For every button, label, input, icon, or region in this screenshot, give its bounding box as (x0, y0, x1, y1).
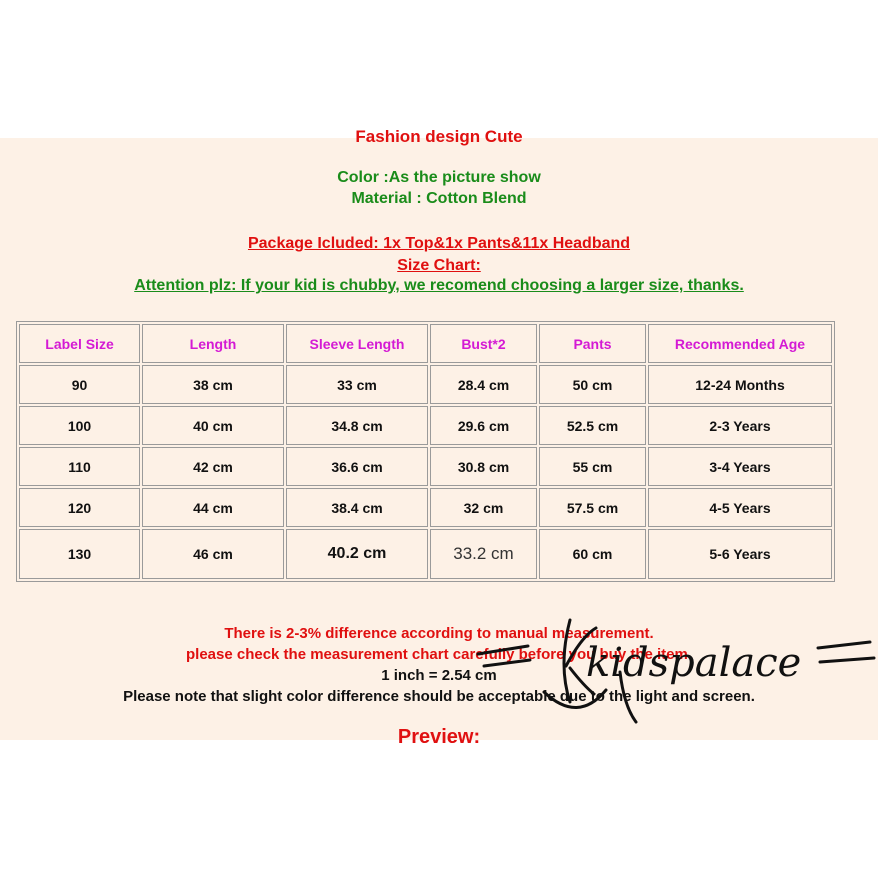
watermark-text: kidspalace (586, 640, 802, 686)
header-label-size: Label Size (19, 324, 140, 363)
table-cell: 32 cm (430, 488, 537, 527)
table-cell: 55 cm (539, 447, 646, 486)
table-cell: 42 cm (142, 447, 284, 486)
table-cell: 90 (19, 365, 140, 404)
size-chart-table (16, 321, 835, 582)
difference-note: There is 2-3% difference according to manual measurement. (224, 625, 654, 642)
attention-line: Attention plz: If your kid is chubby, we recomend choosing a larger size, thanks. (134, 277, 744, 294)
color-line: Color :As the picture show (337, 169, 541, 186)
table-cell: 60 cm (539, 529, 646, 579)
table-row (19, 529, 832, 579)
table-cell: 40.2 cm (286, 529, 428, 579)
header-length: Length (142, 324, 284, 363)
table-header-row (19, 324, 832, 363)
table-cell: 120 (19, 488, 140, 527)
table-cell: 57.5 cm (539, 488, 646, 527)
check-note: please check the measurement chart carefully before you buy the item. (185, 646, 692, 663)
kidspalace-watermark-logo (474, 606, 878, 728)
table-cell: 100 (19, 406, 140, 445)
table-cell: 34.8 cm (286, 406, 428, 445)
table-cell: 40 cm (142, 406, 284, 445)
table-cell: 44 cm (142, 488, 284, 527)
table-cell: 38.4 cm (286, 488, 428, 527)
table-cell: 38 cm (142, 365, 284, 404)
table-row (19, 406, 832, 445)
table-cell: 33 cm (286, 365, 428, 404)
table-row (19, 365, 832, 404)
table-cell: 5-6 Years (648, 529, 832, 579)
table-cell: 130 (19, 529, 140, 579)
table-cell: 33.2 cm (430, 529, 537, 579)
table-cell: 4-5 Years (648, 488, 832, 527)
table-cell: 3-4 Years (648, 447, 832, 486)
size-chart-heading: Size Chart: (397, 257, 481, 274)
table-cell: 36.6 cm (286, 447, 428, 486)
table-row (19, 447, 832, 486)
table-row (19, 488, 832, 527)
header-sleeve-length: Sleeve Length (286, 324, 428, 363)
color-difference-note: Please note that slight color difference should be acceptable due to the light and screen. (123, 688, 755, 705)
table-cell: 12-24 Months (648, 365, 832, 404)
preview-heading: Preview: (397, 726, 481, 748)
table-cell: 50 cm (539, 365, 646, 404)
material-line: Material : Cotton Blend (351, 190, 527, 207)
table-cell: 28.4 cm (430, 365, 537, 404)
table-cell: 2-3 Years (648, 406, 832, 445)
header-pants: Pants (539, 324, 646, 363)
table-cell: 46 cm (142, 529, 284, 579)
table-cell: 52.5 cm (539, 406, 646, 445)
cut-off-heading: Fashion design Cute (355, 127, 523, 146)
package-line: Package Icluded: 1x Top&1x Pants&11x Headband (247, 235, 631, 252)
table-cell: 110 (19, 447, 140, 486)
table-cell: 30.8 cm (430, 447, 537, 486)
header-bust: Bust*2 (430, 324, 537, 363)
header-recommended-age: Recommended Age (648, 324, 832, 363)
inch-note: 1 inch = 2.54 cm (381, 667, 497, 684)
table-cell: 29.6 cm (430, 406, 537, 445)
